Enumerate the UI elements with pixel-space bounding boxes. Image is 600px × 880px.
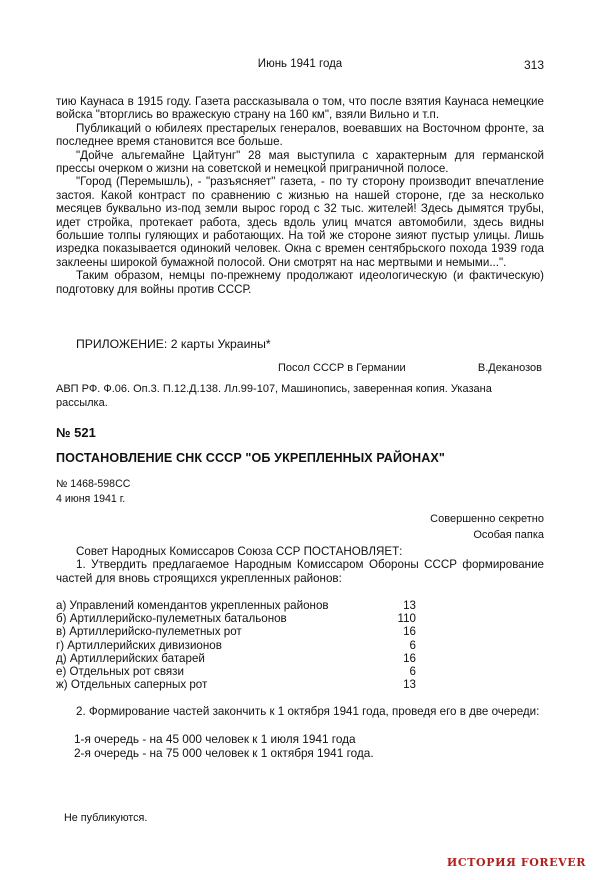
unit-count: 6 xyxy=(409,638,416,652)
unit-label: а) Управлений комендантов укрепленных районов xyxy=(56,599,329,612)
running-head-title: Июнь 1941 года xyxy=(257,58,343,70)
page-number: 313 xyxy=(523,58,544,72)
unit-count: 6 xyxy=(409,664,416,678)
secrecy-level: Совершенно секретно xyxy=(430,513,544,525)
unit-label: б) Артиллерийско-пулеметных батальонов xyxy=(56,612,287,626)
decree-intro: Совет Народных Комиссаров Союза ССР ПОСТАНОВЛЯЕТ: xyxy=(76,545,403,558)
decree-point-1: 1. Утвердить предлагаемое Народным Комиссаром Обороны СССР формирование частей для вновь строящихся укрепленных районов: xyxy=(56,558,544,585)
list-item xyxy=(56,665,416,678)
unit-label: е) Отдельных рот связи xyxy=(56,664,184,678)
signatory-name: В.Деканозов xyxy=(477,362,542,374)
paragraph-2: Публикаций о юбилеях престарелых генералов, воевавших на Восточном фронте, за последнее время становится все больше. xyxy=(56,121,544,149)
registration-number: № 1468-598СС xyxy=(56,478,131,490)
stage-1: 1-я очередь - на 45 000 человек к 1 июля 1941 года xyxy=(74,732,356,746)
unit-count: 110 xyxy=(397,612,416,626)
list-item xyxy=(56,678,416,691)
archive-source: АВП РФ. Ф.06. Оп.3. П.12.Д.138. Лл.99-107, Машинопись, заверенная копия. Указана рассылка. xyxy=(56,383,492,409)
document-number: № 521 xyxy=(56,425,96,440)
unit-count: 16 xyxy=(403,651,416,665)
unit-count: 16 xyxy=(403,625,416,639)
document-title: ПОСТАНОВЛЕНИЕ СНК СССР "ОБ УКРЕПЛЕННЫХ РАЙОНАХ" xyxy=(56,451,445,465)
special-folder: Особая папка xyxy=(473,529,544,541)
list-item xyxy=(56,612,416,625)
document-date: 4 июня 1941 г. xyxy=(56,493,126,505)
unit-label: ж) Отдельных саперных рот xyxy=(56,678,208,692)
stage-2: 2-я очередь - на 75 000 человек к 1 октября 1941 года. xyxy=(74,745,374,760)
running-head xyxy=(0,58,600,74)
unit-label: г) Артиллерийских дивизионов xyxy=(56,638,222,652)
registration-block xyxy=(56,477,130,507)
list-item xyxy=(56,652,416,665)
list-item xyxy=(56,639,416,652)
unit-label: д) Артиллерийских батарей xyxy=(56,651,205,665)
decree-point-2-block xyxy=(56,705,544,718)
signatory-position: Посол СССР в Германии xyxy=(278,362,406,374)
decree-point-2: 2. Формирование частей закончить к 1 октября 1941 года, проведя его в две очереди: xyxy=(76,705,540,718)
paragraph-3: "Дойче альгемайне Цайтунг" 28 мая выступила с характерным для германской прессы очерком о жизни на советской и немецкой приграничной полосе. xyxy=(56,148,544,176)
watermark-logo: ИСТОРИЯ FOREVER xyxy=(446,856,586,869)
unit-count: 13 xyxy=(403,678,416,692)
paragraph-5: Таким образом, немцы по-прежнему продолжают идеологическую (и фактическую) подготовку для войны против СССР. xyxy=(56,269,544,296)
secrecy-stamp xyxy=(430,511,544,543)
footnote: Не публикуются. xyxy=(64,812,148,824)
unit-label: в) Артиллерийско-пулеметных рот xyxy=(56,625,242,639)
paragraph-4: "Город (Перемышль), - "разъясняет" газета, - по ту сторону производит впечатление застоя. Какой контраст по сравнению с жизнью на нашей стороне, где за несколько месяцев буквально из-под земли вырос город с 32 тыс. жителей! Здесь дымятся трубы, идет стройка, протекает работа, здесь вдоль улиц мчатся автомобили, здесь видны большие толпы гуляющих и работающих. На той же стороне зияют пустыр улицы. Лишь изредка показывается одинокий человек. Окна с времен сентябрьского похода 1939 года заклеены широкой бумажной полосой. Они смотрят на нас мертвыми и немыми...". xyxy=(56,175,544,269)
list-item xyxy=(56,599,416,612)
letter-body xyxy=(56,95,544,296)
list-item xyxy=(56,625,416,638)
schedule xyxy=(74,733,374,760)
paragraph-1: тию Каунаса в 1915 году. Газета рассказывала о том, что после взятия Каунаса немецкие войска "вторглись во вражескую страну на 160 км", взяли Вильно и т.п. xyxy=(56,95,544,122)
units-list xyxy=(56,599,416,691)
unit-count: 13 xyxy=(403,599,416,612)
decree-body xyxy=(56,545,544,585)
appendix-line: ПРИЛОЖЕНИЕ: 2 карты Украины* xyxy=(76,337,271,351)
